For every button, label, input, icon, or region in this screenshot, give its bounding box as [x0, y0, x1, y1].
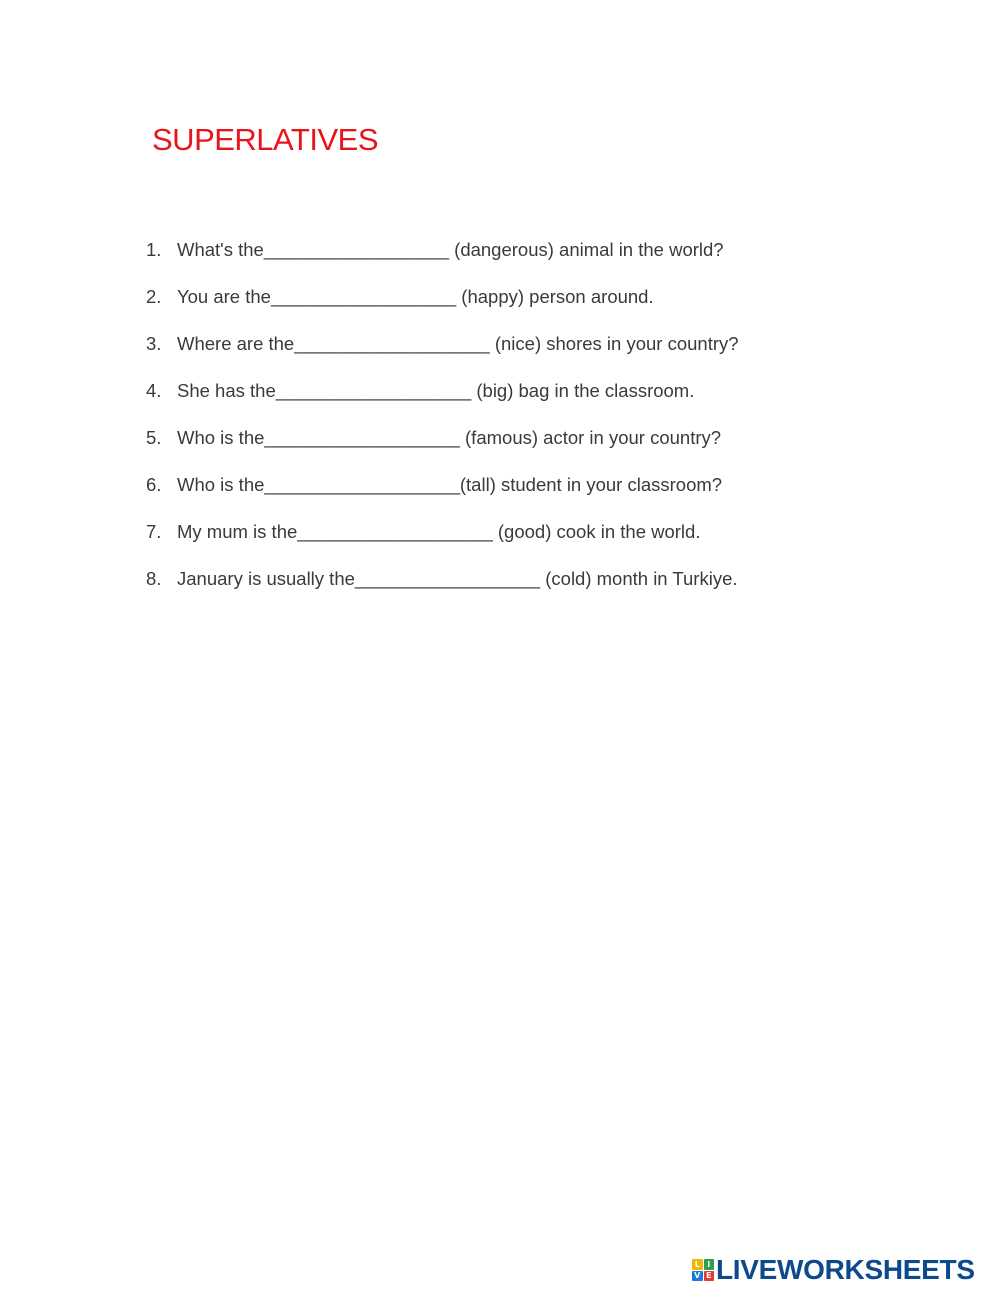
question-item	[146, 474, 739, 521]
question-text: Who is the___________________(tall) student in your classroom?	[177, 474, 723, 495]
logo-mark-letter: L	[692, 1259, 703, 1270]
liveworksheets-logo[interactable]	[692, 1255, 975, 1285]
question-number: 2.	[146, 286, 162, 307]
question-text: She has the___________________ (big) bag in the classroom.	[177, 380, 695, 401]
question-number: 3.	[146, 333, 162, 354]
question-number: 1.	[146, 239, 162, 260]
worksheet-title: SUPERLATIVES	[152, 122, 379, 157]
question-item	[146, 568, 739, 615]
question-text: You are the__________________ (happy) person around.	[177, 286, 654, 307]
logo-mark-letter: I	[704, 1259, 715, 1270]
logo-text: LIVEWORKSHEETS	[716, 1254, 975, 1285]
logo-mark-letter: E	[704, 1271, 715, 1282]
question-item	[146, 427, 739, 474]
question-item	[146, 521, 739, 568]
question-number: 6.	[146, 474, 162, 495]
question-item	[146, 286, 739, 333]
question-number: 8.	[146, 568, 162, 589]
question-text: My mum is the___________________ (good) cook in the world.	[177, 521, 701, 542]
question-text: Where are the___________________ (nice) shores in your country?	[177, 333, 739, 354]
question-number: 7.	[146, 521, 162, 542]
question-number: 5.	[146, 427, 162, 448]
question-number: 4.	[146, 380, 162, 401]
question-list	[146, 239, 739, 615]
logo-mark-letter: V	[692, 1271, 703, 1282]
question-text: What's the__________________ (dangerous) animal in the world?	[177, 239, 724, 260]
question-text: January is usually the__________________ (cold) month in Turkiye.	[177, 568, 738, 589]
question-item	[146, 380, 739, 427]
question-item	[146, 333, 739, 380]
question-text: Who is the___________________ (famous) actor in your country?	[177, 427, 722, 448]
liveworksheets-logo-icon	[692, 1259, 714, 1281]
question-item	[146, 239, 739, 286]
